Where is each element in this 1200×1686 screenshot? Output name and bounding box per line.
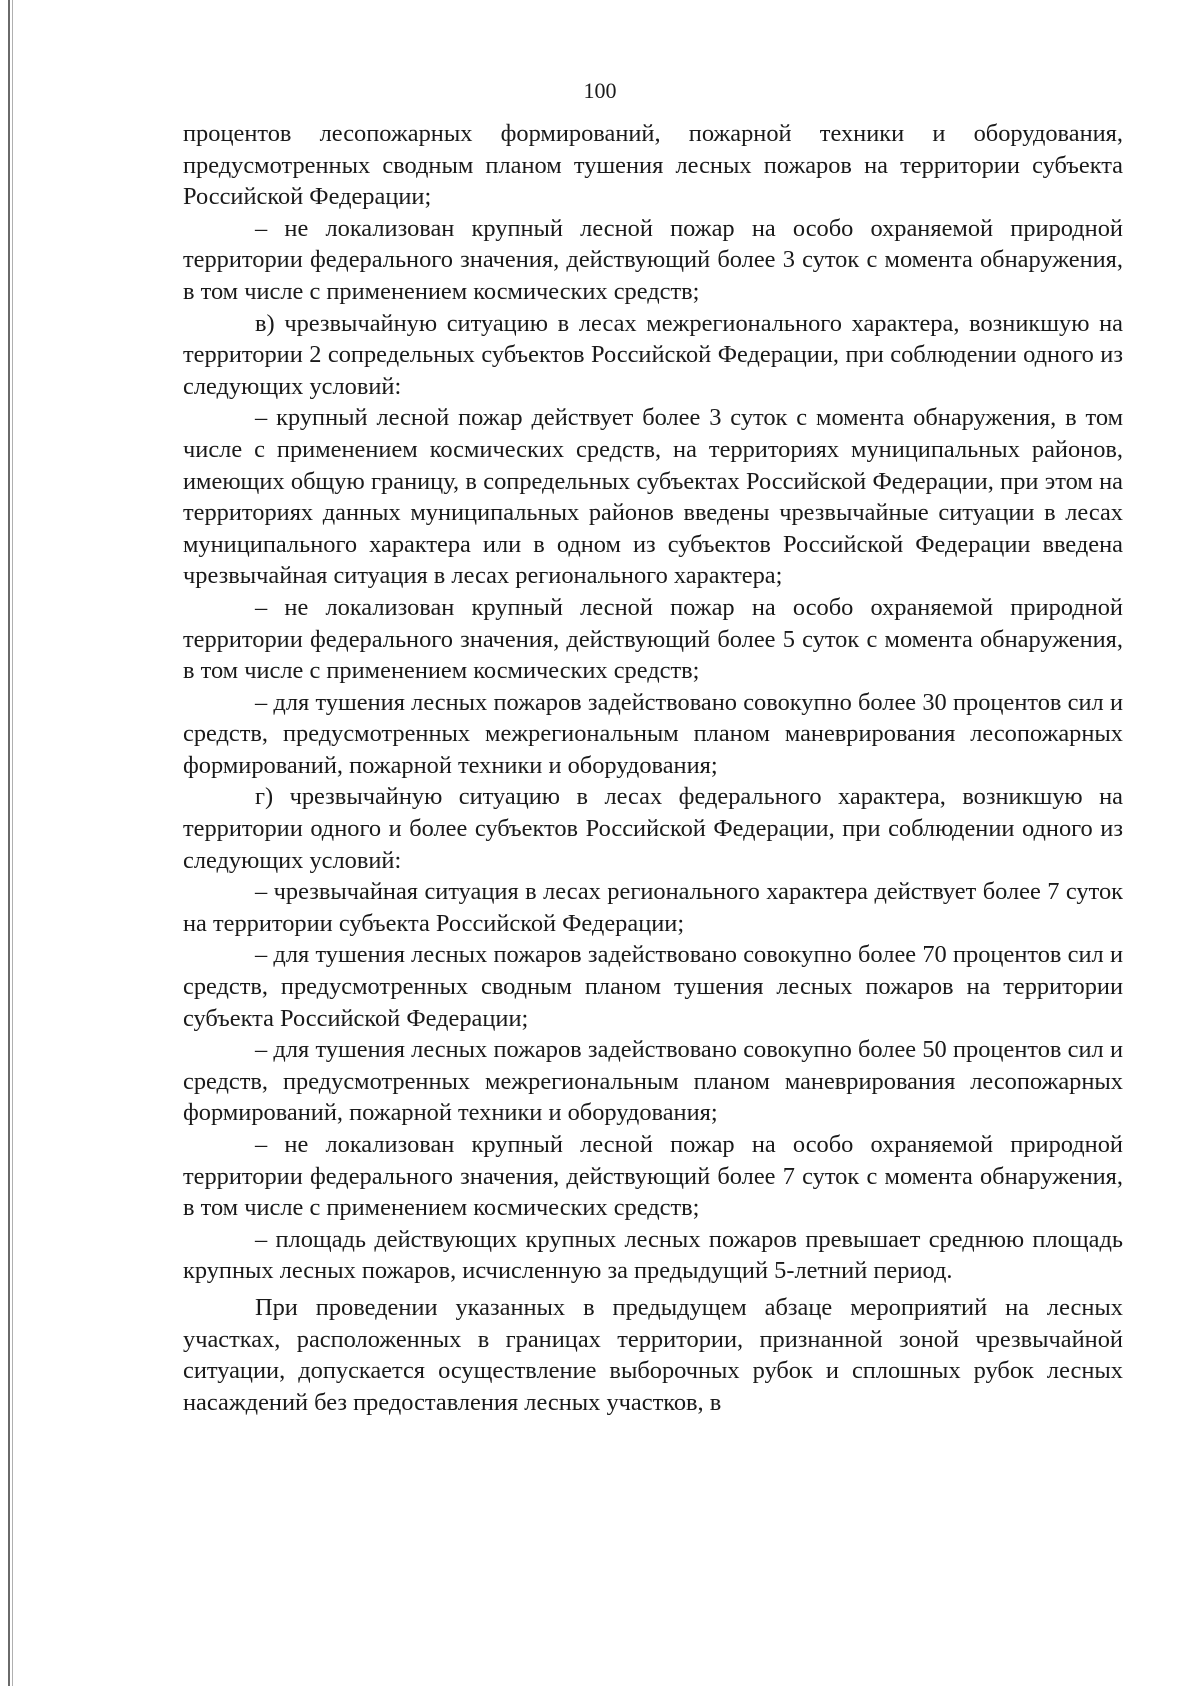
scan-edge-line-secondary: [12, 0, 13, 1686]
paragraph: – не локализован крупный лесной пожар на особо охраняемой природной территории федерального значения, действующий более 7 суток с момента обнаружения, в том числе с применением космических средств;: [183, 1131, 1123, 1222]
paragraph: – крупный лесной пожар действует более 3 суток с момента обнаружения, в том числе с применением космических средств, на территориях муниципальных районов, имеющих общую границу, в сопредельных субъектах Российской Федерации, при этом на территориях данных муниципальных районов введены чрезвычайные ситуации в лесах муниципального характера или в одном из субъектов Российской Федерации введена чрезвычайная ситуация в лесах регионального характера;: [183, 404, 1123, 590]
paragraph: – чрезвычайная ситуация в лесах регионального характера действует более 7 суток на территории субъекта Российской Федерации;: [183, 878, 1123, 937]
paragraph: – не локализован крупный лесной пожар на особо охраняемой природной территории федерального значения, действующий более 3 суток с момента обнаружения, в том числе с применением космических средств;: [183, 214, 1123, 305]
paragraph: – для тушения лесных пожаров задействовано совокупно более 50 процентов сил и средств, предусмотренных межрегиональным планом маневрирования лесопожарных формирований, пожарной техники и оборудования;: [183, 1036, 1123, 1127]
body-text: [183, 118, 1123, 1418]
paragraph: – для тушения лесных пожаров задействовано совокупно более 70 процентов сил и средств, предусмотренных сводным планом тушения лесных пожаров на территории субъекта Российской Федерации;: [183, 941, 1123, 1032]
paragraph: г) чрезвычайную ситуацию в лесах федерального характера, возникшую на территории одного и более субъектов Российской Федерации, при соблюдении одного из следующих условий:: [183, 783, 1123, 874]
paragraph-continuation: процентов лесопожарных формирований, пожарной техники и оборудования, предусмотренных сводным планом тушения лесных пожаров на территории субъекта Российской Федерации;: [183, 120, 1123, 211]
scan-edge-line: [8, 0, 10, 1686]
page-number: 100: [583, 78, 617, 103]
paragraph: – площадь действующих крупных лесных пожаров превышает среднюю площадь крупных лесных пожаров, исчисленную за предыдущий 5-летний период.: [183, 1225, 1123, 1285]
paragraph: При проведении указанных в предыдущем абзаце мероприятий на лесных участках, расположенных в границах территории, признанной зоной чрезвычайной ситуации, допускается осуществление выборочных рубок и сплошных рубок лесных насаждений без предоставления лесных участков, в: [183, 1293, 1123, 1416]
paragraph: в) чрезвычайную ситуацию в лесах межрегионального характера, возникшую на территории 2 сопредельных субъектов Российской Федерации, при соблюдении одного из следующих условий:: [183, 309, 1123, 400]
paragraph: – не локализован крупный лесной пожар на особо охраняемой природной территории федерального значения, действующий более 5 суток с момента обнаружения, в том числе с применением космических средств;: [183, 593, 1123, 685]
paragraph: – для тушения лесных пожаров задействовано совокупно более 30 процентов сил и средств, предусмотренных межрегиональным планом маневрирования лесопожарных формирований, пожарной техники и оборудования;: [183, 688, 1123, 779]
